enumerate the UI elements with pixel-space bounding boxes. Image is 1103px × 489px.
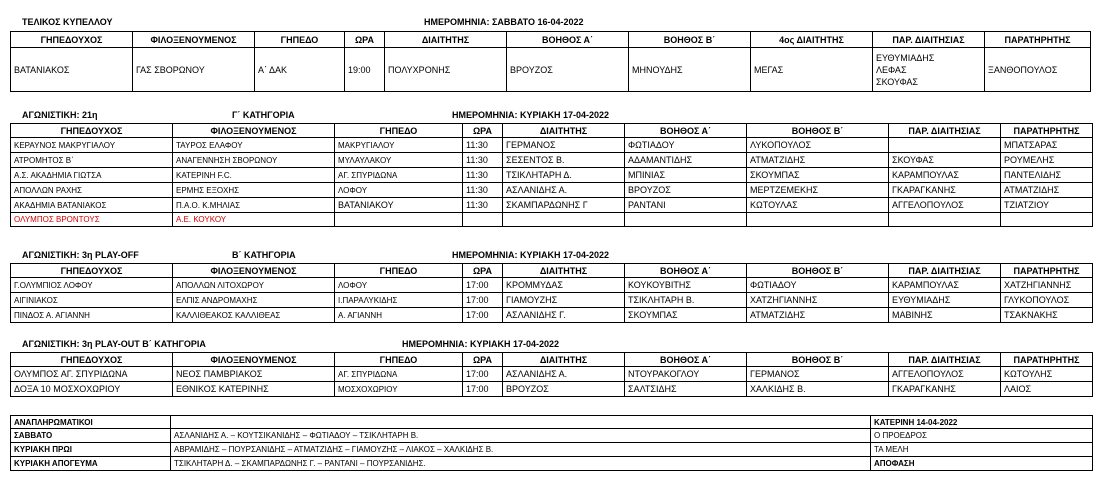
cell-assistant-a: ΡΑΝΤΑΝΙ	[625, 198, 747, 213]
col-stadium: ΓΗΠΕΔΟ	[335, 124, 463, 138]
cell-assistant-b: ΑΤΜΑΤΖΙΔΗΣ	[747, 308, 889, 323]
substitutes-blank	[171, 416, 871, 429]
col-time: ΩΡΑ	[463, 264, 503, 278]
table-row-exempt	[11, 213, 1093, 227]
cup-title: ΤΕΛΙΚΟΣ ΚΥΠΕΛΛΟΥ	[22, 17, 113, 27]
col-referee: ΔΙΑΙΤΗΤΗΣ	[503, 264, 625, 278]
cell-observer: ΚΩΤΟΥΛΗΣ	[1001, 367, 1093, 382]
cell-ref-observers	[873, 48, 985, 92]
cell-home: ΑΠΟΛΛΩΝ ΡΑΧΗΣ	[11, 183, 173, 198]
cell-fourth: ΜΕΓΑΣ	[751, 48, 873, 92]
cell-assistant-b: ΓΕΡΜΑΝΟΣ	[747, 367, 889, 382]
table-row	[11, 138, 1093, 153]
cell-observer: ΜΠΑΤΣΑΡΑΣ	[1001, 138, 1093, 153]
cell-stadium: ΜΑΚΡΥΓΙΑΛΟΥ	[335, 138, 463, 153]
col-home: ΓΗΠΕΔΟΥΧΟΣ	[11, 264, 173, 278]
playout-date: ΗΜΕΡΟΜΗΝΙΑ: ΚΥΡΙΑΚΗ 17-04-2022	[402, 339, 560, 349]
cell-home: ΚΕΡΑΥΝΟΣ ΜΑΚΡΥΓΙΑΛΟΥ	[11, 138, 173, 153]
cell-ref-observer: ΓΚΑΡΑΓΚΑΝΗΣ	[889, 382, 1001, 397]
col-ref-observer: ΠΑΡ. ΔΙΑΙΤΗΣΙΑΣ	[889, 264, 1001, 278]
col-time: ΩΡΑ	[345, 32, 385, 48]
cell-away: ΤΑΥΡΟΣ ΕΛΑΦΟΥ	[173, 138, 335, 153]
col-assistant-b: ΒΟΗΘΟΣ Β΄	[747, 124, 889, 138]
cell-stadium: ΑΓ. ΣΠΥΡΙΔΩΝΑ	[335, 168, 463, 183]
cell-assistant-a: ΣΚΟΥΜΠΑΣ	[625, 308, 747, 323]
cell-away: ΕΛΠΙΣ ΑΝΔΡΟΜΑΧΗΣ	[173, 293, 335, 308]
cell-referee: ΒΡΟΥΖΟΣ	[503, 382, 625, 397]
cell-away: Π.Α.Ο. Κ.ΜΗΛΙΑΣ	[173, 198, 335, 213]
col-stadium: ΓΗΠΕΔΟ	[255, 32, 345, 48]
cell-assistant-a: ΒΡΟΥΖΟΣ	[625, 183, 747, 198]
cell-away: ΑΝΑΓΕΝΝΗΣΗ ΣΒΟΡΩΝΟΥ	[173, 153, 335, 168]
table-row	[11, 198, 1093, 213]
cell-stadium: ΛΟΦΟΥ	[335, 183, 463, 198]
playoff-category: Β΄ ΚΑΤΗΓΟΡΙΑ	[232, 250, 296, 260]
cell-stadium: ΜΥΛΑΥΛΑΚΟΥ	[335, 153, 463, 168]
g-header-row	[11, 124, 1093, 138]
cell-observer: ΤΣΑΚΝΑΚΗΣ	[1001, 308, 1093, 323]
cell-stadium: ΒΑΤΑΝΙΑΚΟΥ	[335, 198, 463, 213]
cell-away: Α.Ε. ΚΟΥΚΟΥ	[173, 213, 335, 227]
cell-referee: ΚΡΟΜΜΥΔΑΣ	[503, 278, 625, 293]
cell-time: 17:00	[463, 367, 503, 382]
col-observer: ΠΑΡΑΤΗΡΗΤΗΣ	[985, 32, 1091, 48]
cell-home: ΔΟΞΑ 10 ΜΟΣΧΟΧΩΡΙΟΥ	[11, 382, 173, 397]
cell-assistant-a: ΜΠΙΝΙΑΣ	[625, 168, 747, 183]
cell-assistant-a: ΝΤΟΥΡΑΚΟΓΛΟΥ	[625, 367, 747, 382]
col-fourth-referee: 4ος ΔΙΑΙΤΗΤΗΣ	[751, 32, 873, 48]
table-row	[11, 278, 1093, 293]
cell-away: ΝΕΟΣ ΠΑΜΒΡΙΑΚΟΣ	[173, 367, 335, 382]
cell-assistant-b: ΧΑΛΚΙΔΗΣ Β.	[747, 382, 889, 397]
cell-stadium: Α΄ ΔΑΚ	[255, 48, 345, 92]
cell-time: 11:30	[463, 138, 503, 153]
cell-time	[463, 213, 503, 227]
table-row	[11, 293, 1093, 308]
substitute-names: ΑΣΛΑΝΙΔΗΣ Α. – ΚΟΥΤΣΙΚΑΝΙΔΗΣ – ΦΩΤΙΑΔΟΥ – ΤΣΙΚΛΗΤΑΡΗ Β.	[171, 429, 871, 443]
table-row	[11, 168, 1093, 183]
signature-label: ΑΠΟΦΑΣΗ	[871, 457, 1093, 471]
col-stadium: ΓΗΠΕΔΟ	[335, 264, 463, 278]
playout-table	[10, 352, 1093, 397]
col-assistant-b: ΒΟΗΘΟΣ Β΄	[629, 32, 751, 48]
cell-assistant-a: ΣΑΛΤΣΙΔΗΣ	[625, 382, 747, 397]
substitute-day: ΣΑΒΒΑΤΟ	[11, 429, 171, 443]
signature-label: Ο ΠΡΟΕΔΡΟΣ	[871, 429, 1093, 443]
cell-time: 11:30	[463, 183, 503, 198]
col-home: ΓΗΠΕΔΟΥΧΟΣ	[11, 124, 173, 138]
cup-header-row	[11, 32, 1091, 48]
g-date: ΗΜΕΡΟΜΗΝΙΑ: ΚΥΡΙΑΚΗ 17-04-2022	[452, 110, 610, 120]
col-assistant-a: ΒΟΗΘΟΣ Α΄	[625, 353, 747, 367]
cell-observer	[1001, 213, 1093, 227]
col-time: ΩΡΑ	[463, 124, 503, 138]
substitutes-title: ΑΝΑΠΛΗΡΩΜΑΤΙΚΟΙ	[11, 416, 171, 429]
col-referee: ΔΙΑΙΤΗΤΗΣ	[503, 124, 625, 138]
col-assistant-b: ΒΟΗΘΟΣ Β΄	[747, 353, 889, 367]
cell-assistant-a: ΒΡΟΥΖΟΣ	[507, 48, 629, 92]
cell-stadium: ΑΓ. ΣΠΥΡΙΔΩΝΑ	[335, 367, 463, 382]
cell-time: 17:00	[463, 293, 503, 308]
cell-observer: ΡΟΥΜΕΛΗΣ	[1001, 153, 1093, 168]
cell-home: Γ.ΟΛΥΜΠΙΟΣ ΛΟΦΟΥ	[11, 278, 173, 293]
col-home: ΓΗΠΕΔΟΥΧΟΣ	[11, 32, 133, 48]
substitute-names: ΑΒΡΑΜΙΔΗΣ – ΠΟΥΡΣΑΝΙΔΗΣ – ΑΤΜΑΤΖΙΔΗΣ – ΓΙΑΜΟΥΖΗΣ – ΛΙΑΚΟΣ – ΧΑΛΚΙΔΗΣ Β.	[171, 443, 871, 457]
cell-observer: ΛΑΙΟΣ	[1001, 382, 1093, 397]
cell-away: ΓΑΣ ΣΒΟΡΩΝΟΥ	[133, 48, 255, 92]
playoff-table	[10, 263, 1093, 323]
col-observer: ΠΑΡΑΤΗΡΗΤΗΣ	[1001, 124, 1093, 138]
col-ref-observer: ΠΑΡ. ΔΙΑΙΤΗΣΙΑΣ	[889, 124, 1001, 138]
cell-referee: ΑΣΛΑΝΙΔΗΣ Γ.	[503, 308, 625, 323]
table-row	[11, 367, 1093, 382]
playoff-date: ΗΜΕΡΟΜΗΝΙΑ: ΚΥΡΙΑΚΗ 17-04-2022	[452, 250, 610, 260]
col-away: ΦΙΛΟΞΕΝΟΥΜΕΝΟΣ	[173, 353, 335, 367]
table-row	[11, 183, 1093, 198]
col-time: ΩΡΑ	[463, 353, 503, 367]
observer-name: ΛΕΦΑΣ	[876, 64, 907, 75]
cup-date: ΗΜΕΡΟΜΗΝΙΑ: ΣΑΒΒΑΤΟ 16-04-2022	[424, 17, 584, 27]
g-category: Γ΄ ΚΑΤΗΓΟΡΙΑ	[232, 110, 295, 120]
cell-home: ΑΤΡΟΜΗΤΟΣ Β΄	[11, 153, 173, 168]
observer-name: ΣΚΟΥΦΑΣ	[876, 76, 918, 87]
cell-home: ΟΛΥΜΠΟΣ ΑΓ. ΣΠΥΡΙΔΩΝΑ	[11, 367, 173, 382]
cell-time: 11:30	[463, 153, 503, 168]
cell-time: 11:30	[463, 198, 503, 213]
cell-assistant-b: ΚΩΤΟΥΛΑΣ	[747, 198, 889, 213]
cell-assistant-b: ΧΑΤΖΗΓΙΑΝΝΗΣ	[747, 293, 889, 308]
playoff-round: ΑΓΩΝΙΣΤΙΚΗ: 3η PLAY-OFF	[22, 250, 139, 260]
cell-referee: ΓΕΡΜΑΝΟΣ	[503, 138, 625, 153]
cell-assistant-a	[625, 213, 747, 227]
cell-time: 19:00	[345, 48, 385, 92]
cell-ref-observer: ΑΓΓΕΛΟΠΟΥΛΟΣ	[889, 367, 1001, 382]
cell-observer: ΤΖΙΑΤΖΙΟΥ	[1001, 198, 1093, 213]
col-away: ΦΙΛΟΞΕΝΟΥΜΕΝΟΣ	[173, 124, 335, 138]
cell-home: Α.Σ. ΑΚΑΔΗΜΙΑ ΓΙΩΤΣΑ	[11, 168, 173, 183]
cell-stadium: ΜΟΣΧΟΧΩΡΙΟΥ	[335, 382, 463, 397]
cell-away: ΚΑΤΕΡΙΝΗ F.C.	[173, 168, 335, 183]
cell-home: ΒΑΤΑΝΙΑΚΟΣ	[11, 48, 133, 92]
cell-ref-observer	[889, 213, 1001, 227]
substitute-day: ΚΥΡΙΑΚΗ ΑΠΟΓΕΥΜΑ	[11, 457, 171, 471]
col-assistant-a: ΒΟΗΘΟΣ Α΄	[625, 264, 747, 278]
cell-stadium: ΛΟΦΟΥ	[335, 278, 463, 293]
substitute-names: ΤΣΙΚΛΗΤΑΡΗ Δ. – ΣΚΑΜΠΑΡΔΩΝΗΣ Γ. – ΡΑΝΤΑΝΙ – ΠΟΥΡΣΑΝΙΔΗΣ.	[171, 457, 871, 471]
cell-time: 17:00	[463, 308, 503, 323]
col-away: ΦΙΛΟΞΕΝΟΥΜΕΝΟΣ	[133, 32, 255, 48]
cell-time: 17:00	[463, 382, 503, 397]
table-row	[11, 308, 1093, 323]
cell-referee: ΓΙΑΜΟΥΖΗΣ	[503, 293, 625, 308]
col-assistant-b: ΒΟΗΘΟΣ Β΄	[747, 264, 889, 278]
cell-assistant-b: ΛΥΚΟΠΟΥΛΟΣ	[747, 138, 889, 153]
cell-referee: ΤΣΙΚΛΗΤΑΡΗ Δ.	[503, 168, 625, 183]
col-stadium: ΓΗΠΕΔΟ	[335, 353, 463, 367]
cell-stadium: Α. ΑΓΙΑΝΝΗ	[335, 308, 463, 323]
col-ref-observer: ΠΑΡ. ΔΙΑΙΤΗΣΙΑΣ	[889, 353, 1001, 367]
col-observer: ΠΑΡΑΤΗΡΗΤΗΣ	[1001, 353, 1093, 367]
cell-observer: ΞΑΝΘΟΠΟΥΛΟΣ	[985, 48, 1091, 92]
cell-ref-observer: ΚΑΡΑΜΠΟΥΛΑΣ	[889, 168, 1001, 183]
cell-assistant-a: ΑΔΑΜΑΝΤΙΔΗΣ	[625, 153, 747, 168]
table-row	[11, 429, 1093, 443]
table-row	[11, 153, 1093, 168]
cell-assistant-b: ΜΗΝΟΥΔΗΣ	[629, 48, 751, 92]
g-round: ΑΓΩΝΙΣΤΙΚΗ: 21η	[22, 110, 98, 120]
substitutes-header-row	[11, 416, 1093, 429]
cell-assistant-b: ΑΤΜΑΤΖΙΔΗΣ	[747, 153, 889, 168]
cell-stadium: Ι.ΠΑΡΑΛΥΚΙΔΗΣ	[335, 293, 463, 308]
cell-home: ΠΙΝΔΟΣ Α. ΑΓΙΑΝΝΗ	[11, 308, 173, 323]
table-row	[11, 382, 1093, 397]
cell-assistant-b: ΣΚΟΥΜΠΑΣ	[747, 168, 889, 183]
cell-observer: ΓΛΥΚΟΠΟΥΛΟΣ	[1001, 293, 1093, 308]
cell-referee: ΑΣΛΑΝΙΔΗΣ Α.	[503, 183, 625, 198]
cell-assistant-a: ΚΟΥΚΟΥΒΙΤΗΣ	[625, 278, 747, 293]
cell-away: ΑΠΟΛΛΩΝ ΛΙΤΟΧΩΡΟΥ	[173, 278, 335, 293]
cell-away: ΕΘΝΙΚΟΣ ΚΑΤΕΡΙΝΗΣ	[173, 382, 335, 397]
cell-referee: ΠΟΛΥΧΡΟΝΗΣ	[385, 48, 507, 92]
playout-round: ΑΓΩΝΙΣΤΙΚΗ: 3η PLAY-OUT Β΄ ΚΑΤΗΓΟΡΙΑ	[22, 339, 206, 349]
cell-away: ΕΡΜΗΣ ΕΞΟΧΗΣ	[173, 183, 335, 198]
playout-header-row	[11, 353, 1093, 367]
table-row	[11, 48, 1091, 92]
cell-observer: ΑΤΜΑΤΖΙΔΗΣ	[1001, 183, 1093, 198]
cell-assistant-a: ΤΣΙΚΛΗΤΑΡΗ Β.	[625, 293, 747, 308]
cell-ref-observer: ΕΥΘΥΜΙΑΔΗΣ	[889, 293, 1001, 308]
cell-ref-observer: ΜΑΒΙΝΗΣ	[889, 308, 1001, 323]
col-away: ΦΙΛΟΞΕΝΟΥΜΕΝΟΣ	[173, 264, 335, 278]
col-referee: ΔΙΑΙΤΗΤΗΣ	[385, 32, 507, 48]
cup-table	[10, 31, 1091, 92]
cell-time: 11:30	[463, 168, 503, 183]
cell-away: ΚΑΛΛΙΘΕΑΚΟΣ ΚΑΛΛΙΘΕΑΣ	[173, 308, 335, 323]
observer-name: ΕΥΘΥΜΙΑΔΗΣ	[876, 52, 935, 63]
cell-ref-observer: ΓΚΑΡΑΓΚΑΝΗΣ	[889, 183, 1001, 198]
cell-referee: ΣΚΑΜΠΑΡΔΩΝΗΣ Γ	[503, 198, 625, 213]
cell-home: ΑΚΑΔΗΜΙΑ ΒΑΤΑΝΙΑΚΟΣ	[11, 198, 173, 213]
cell-observer: ΠΑΝΤΕΛΙΔΗΣ	[1001, 168, 1093, 183]
col-assistant-a: ΒΟΗΘΟΣ Α΄	[625, 124, 747, 138]
cell-time: 17:00	[463, 278, 503, 293]
col-assistant-a: ΒΟΗΘΟΣ Α΄	[507, 32, 629, 48]
cell-assistant-b: ΜΕΡΤΖΕΜΕΚΗΣ	[747, 183, 889, 198]
cell-referee	[503, 213, 625, 227]
col-ref-observer: ΠΑΡ. ΔΙΑΙΤΗΣΙΑΣ	[873, 32, 985, 48]
cell-ref-observer: ΑΓΓΕΛΟΠΟΥΛΟΣ	[889, 198, 1001, 213]
cell-referee: ΑΣΛΑΝΙΔΗΣ Α.	[503, 367, 625, 382]
col-referee: ΔΙΑΙΤΗΤΗΣ	[503, 353, 625, 367]
cell-referee: ΣΕΣΕΝΤΟΣ Β.	[503, 153, 625, 168]
playoff-header-row	[11, 264, 1093, 278]
table-row	[11, 443, 1093, 457]
col-home: ΓΗΠΕΔΟΥΧΟΣ	[11, 353, 173, 367]
g-table	[10, 123, 1093, 227]
cell-assistant-b: ΦΩΤΙΑΔΟΥ	[747, 278, 889, 293]
cell-stadium	[335, 213, 463, 227]
substitute-day: ΚΥΡΙΑΚΗ ΠΡΩΙ	[11, 443, 171, 457]
signature-label: ΤΑ ΜΕΛΗ	[871, 443, 1093, 457]
cell-ref-observer	[889, 138, 1001, 153]
cell-assistant-b	[747, 213, 889, 227]
substitutes-table	[10, 415, 1093, 471]
cell-home: ΑΙΓΙΝΙΑΚΟΣ	[11, 293, 173, 308]
cell-observer: ΧΑΤΖΗΓΙΑΝΝΗΣ	[1001, 278, 1093, 293]
cell-home: ΟΛΥΜΠΟΣ ΒΡΟΝΤΟΥΣ	[11, 213, 173, 227]
place-date: ΚΑΤΕΡΙΝΗ 14-04-2022	[871, 416, 1093, 429]
col-observer: ΠΑΡΑΤΗΡΗΤΗΣ	[1001, 264, 1093, 278]
cell-ref-observer: ΣΚΟΥΦΑΣ	[889, 153, 1001, 168]
table-row	[11, 457, 1093, 471]
cell-ref-observer: ΚΑΡΑΜΠΟΥΛΑΣ	[889, 278, 1001, 293]
cell-assistant-a: ΦΩΤΙΑΔΟΥ	[625, 138, 747, 153]
